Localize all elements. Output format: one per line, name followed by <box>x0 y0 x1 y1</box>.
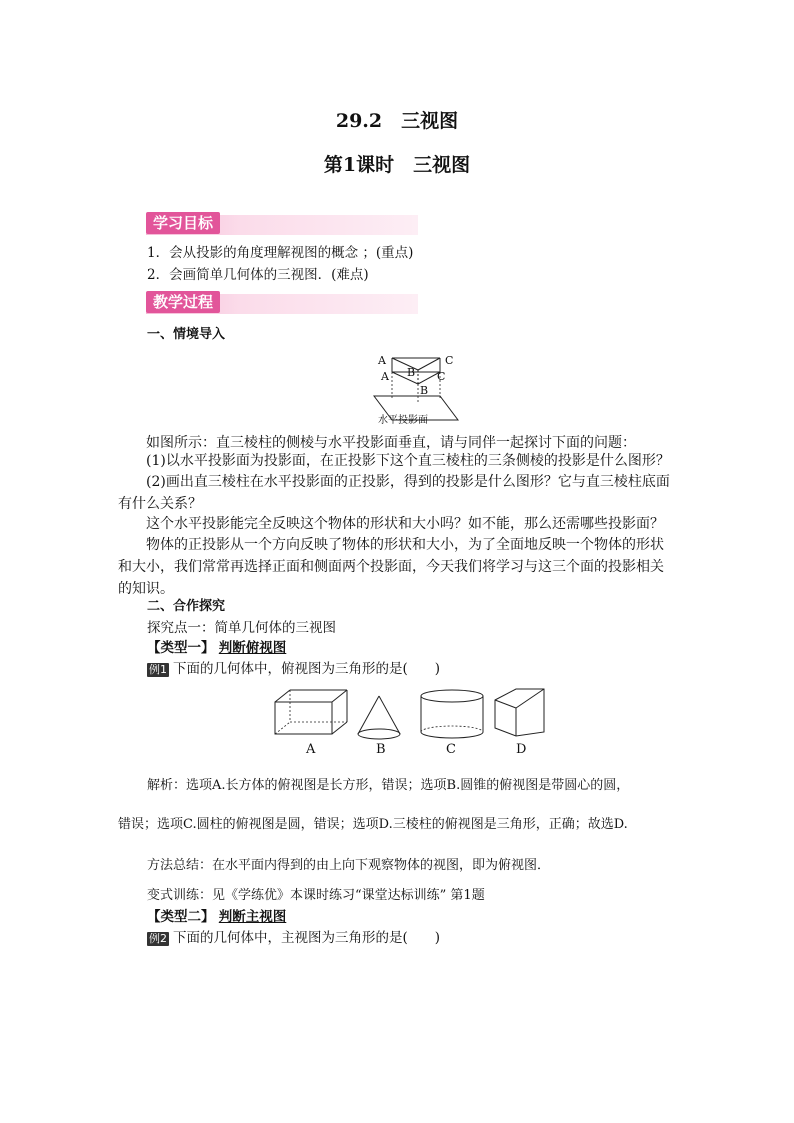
option-b-label: B <box>376 742 386 757</box>
option-d-label: D <box>516 742 527 757</box>
label-a1: A <box>378 354 386 367</box>
section-banner-goals <box>146 215 418 235</box>
example-1-badge: 例1 <box>149 663 167 676</box>
cuboid-figure <box>272 686 352 738</box>
page-title: 29.2 三视图 <box>335 110 459 132</box>
explore-heading: 二、合作探究 <box>147 599 226 614</box>
analysis-line-2: 错误；选项C.圆柱的俯视图是圆，错误；选项D.三棱柱的俯视图是三角形，正确；故选D. <box>118 817 628 832</box>
label-plane: 水平投影面 <box>378 415 428 426</box>
type-2-name: 判断主视图 <box>218 909 287 925</box>
scene-para-5: 物体的正投影从一个方向反映了物体的形状和大小，为了全面地反映一个物体的形状和大小，我们常常再选择正面和侧面两个投影面，今天我们将学习与这三个面的投影相关的知识。 <box>118 537 664 597</box>
section-banner-goals-label: 学习目标 <box>146 212 220 234</box>
type-2-heading <box>147 908 286 926</box>
triangular-prism-figure <box>492 686 548 742</box>
example-2-text: 下面的几何体中，主视图为三角形的是( ) <box>173 930 441 946</box>
example-1 <box>147 660 440 678</box>
scene-para-4: 这个水平投影能完全反映这个物体的形状和大小吗？如不能，那么还需哪些投影面？ <box>146 516 664 532</box>
label-b1: B <box>407 366 416 379</box>
type-2-tag: 【类型二】 <box>147 909 215 925</box>
label-b: B <box>420 384 429 397</box>
cylinder-figure <box>418 688 486 742</box>
method-summary: 方法总结：在水平面内得到的由上向下观察物体的视图，即为俯视图． <box>147 858 551 873</box>
scene-para-1: 如图所示：直三棱柱的侧棱与水平投影面垂直，请与同伴一起探讨下面的问题： <box>146 435 636 451</box>
scene-para-2: (1)以水平投影面为投影面，在正投影下这个直三棱柱的三条侧棱的投影是什么图形？ <box>146 453 670 469</box>
example-2 <box>147 929 440 947</box>
cone-figure <box>354 694 404 742</box>
type-1-tag: 【类型一】 <box>147 640 215 656</box>
section-banner-process-label: 教学过程 <box>146 291 220 313</box>
label-c: C <box>437 370 446 383</box>
option-c-label: C <box>446 742 456 757</box>
section-banner-process <box>146 294 418 314</box>
page-subtitle: 第1课时 三视图 <box>323 154 471 176</box>
analysis-line-1: 解析：选项A.长方体的俯视图是长方形，错误；选项B.圆锥的俯视图是带圆心的圆， <box>147 778 630 793</box>
example-2-badge: 例2 <box>149 932 167 945</box>
intro-heading: 一、情境导入 <box>147 327 226 342</box>
type-1-name: 判断俯视图 <box>218 640 287 656</box>
example-1-text: 下面的几何体中，俯视图为三角形的是( ) <box>173 661 441 677</box>
variant-training: 变式训练：见《学练优》本课时练习“课堂达标训练” 第1题 <box>147 888 485 903</box>
label-a: A <box>381 370 389 383</box>
label-c1: C <box>445 354 454 367</box>
explore-point-1: 探究点一：简单几何体的三视图 <box>147 620 336 636</box>
option-a-label: A <box>306 742 316 757</box>
scene-para-3: (2)画出直三棱柱在水平投影面的正投影，得到的投影是什么图形？它与直三棱柱底面有什么关系？ <box>118 474 670 512</box>
goal-item-1: 1．会从投影的角度理解视图的概念 ；(重点) <box>147 245 414 261</box>
type-1-heading <box>147 639 286 657</box>
goal-item-2: 2．会画简单几何体的三视图．(难点) <box>147 267 369 283</box>
